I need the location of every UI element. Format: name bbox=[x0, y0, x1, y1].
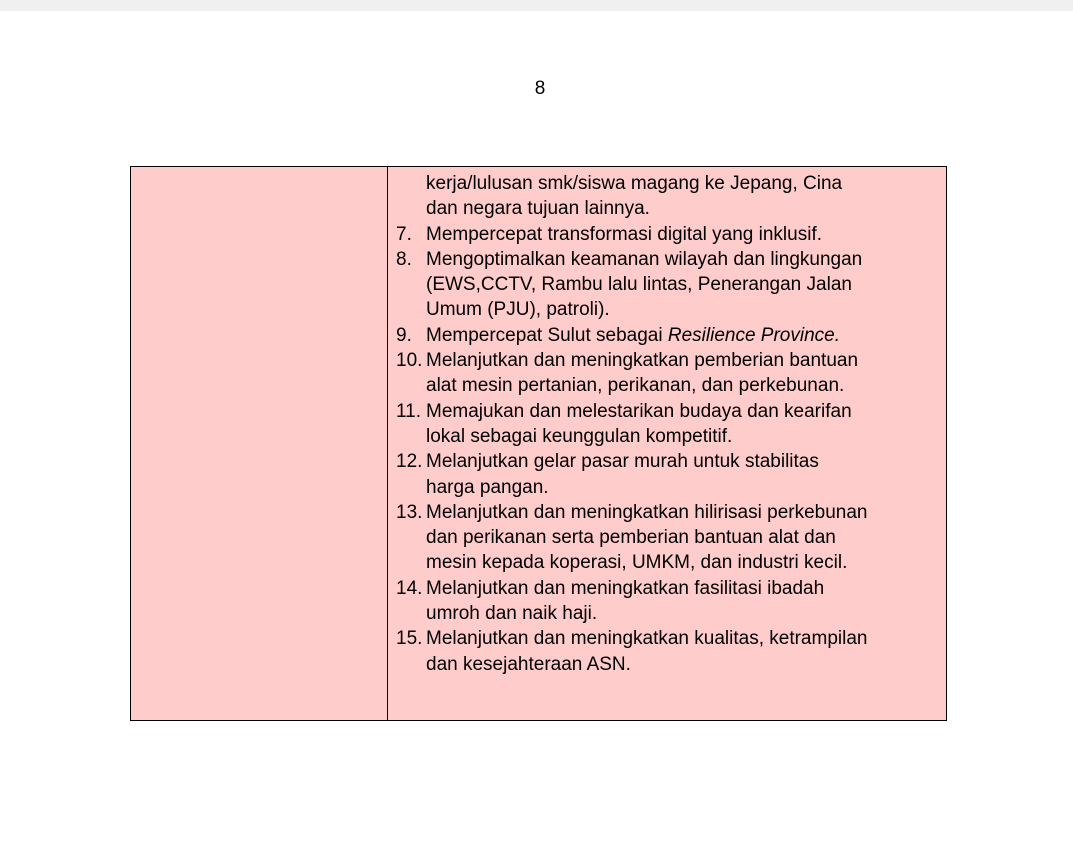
item-text bbox=[426, 247, 862, 323]
page-number: 8 bbox=[534, 78, 546, 99]
item-line: Memajukan dan melestarikan budaya dan kearifan bbox=[426, 400, 852, 422]
item-text bbox=[426, 500, 868, 576]
list-item bbox=[396, 348, 946, 399]
continuation-line: dan negara tujuan lainnya. bbox=[426, 198, 650, 220]
list-item bbox=[396, 576, 946, 627]
item-line: Mengoptimalkan keamanan wilayah dan lingkungan bbox=[426, 248, 863, 270]
item-line: lokal sebagai keunggulan kompetitif. bbox=[426, 425, 733, 447]
list-item bbox=[396, 247, 946, 323]
item-line: umroh dan naik haji. bbox=[426, 603, 598, 625]
item-line: Melanjutkan dan meningkatkan pemberian bantuan bbox=[426, 350, 859, 372]
list-item bbox=[396, 500, 946, 576]
table-cell-right bbox=[388, 167, 947, 721]
item-line: Melanjutkan gelar pasar murah untuk stabilitas bbox=[426, 451, 819, 473]
item-line: Melanjutkan dan meningkatkan hilirisasi perkebunan bbox=[426, 501, 868, 523]
item-line: harga pangan. bbox=[426, 476, 549, 498]
viewer-top-bar bbox=[0, 0, 1073, 11]
program-table bbox=[130, 166, 947, 721]
table-row bbox=[131, 167, 947, 721]
item-line: Mempercepat transformasi digital yang inklusif. bbox=[426, 223, 823, 245]
item-line: Umum (PJU), patroli). bbox=[426, 299, 610, 321]
item-line: Melanjutkan dan meningkatkan kualitas, ketrampilan bbox=[426, 628, 868, 650]
item-line: dan kesejahteraan ASN. bbox=[426, 653, 631, 675]
item-number: 12. bbox=[396, 451, 423, 473]
item-text bbox=[426, 399, 852, 450]
item-line: dan perikanan serta pemberian bantuan alat dan bbox=[426, 527, 836, 549]
item-line: alat mesin pertanian, perikanan, dan perkebunan. bbox=[426, 375, 845, 397]
item-number: 7. bbox=[396, 223, 412, 245]
item-number: 14. bbox=[396, 577, 423, 599]
item-number: 13. bbox=[396, 501, 423, 523]
list-item bbox=[396, 222, 946, 247]
list-item bbox=[396, 626, 946, 677]
item-line: mesin kepada koperasi, UMKM, dan industri kecil. bbox=[426, 552, 848, 574]
item-prefix: Mempercepat Sulut sebagai bbox=[426, 324, 668, 346]
item-number: 11. bbox=[396, 400, 422, 422]
item-number: 8. bbox=[396, 248, 412, 270]
item-text bbox=[426, 576, 824, 627]
list-item bbox=[396, 399, 946, 450]
item-text bbox=[426, 626, 867, 677]
item-line: (EWS,CCTV, Rambu lalu lintas, Penerangan Jalan bbox=[426, 274, 852, 296]
item-text bbox=[426, 323, 840, 348]
list-item bbox=[396, 449, 946, 500]
item-line: Melanjutkan dan meningkatkan fasilitasi ibadah bbox=[426, 577, 825, 599]
item-italic-term: Resilience Province. bbox=[667, 324, 841, 346]
list-item bbox=[396, 323, 946, 348]
item-number: 15. bbox=[396, 628, 423, 650]
item-text bbox=[426, 222, 822, 247]
continuation-line: kerja/lulusan smk/siswa magang ke Jepang, Cina bbox=[426, 173, 843, 194]
item-text bbox=[426, 348, 858, 399]
item-number: 9. bbox=[396, 324, 412, 346]
table-cell-left bbox=[131, 167, 388, 721]
item-text bbox=[426, 449, 819, 500]
item-line bbox=[426, 323, 840, 348]
item-number: 10. bbox=[396, 350, 423, 372]
